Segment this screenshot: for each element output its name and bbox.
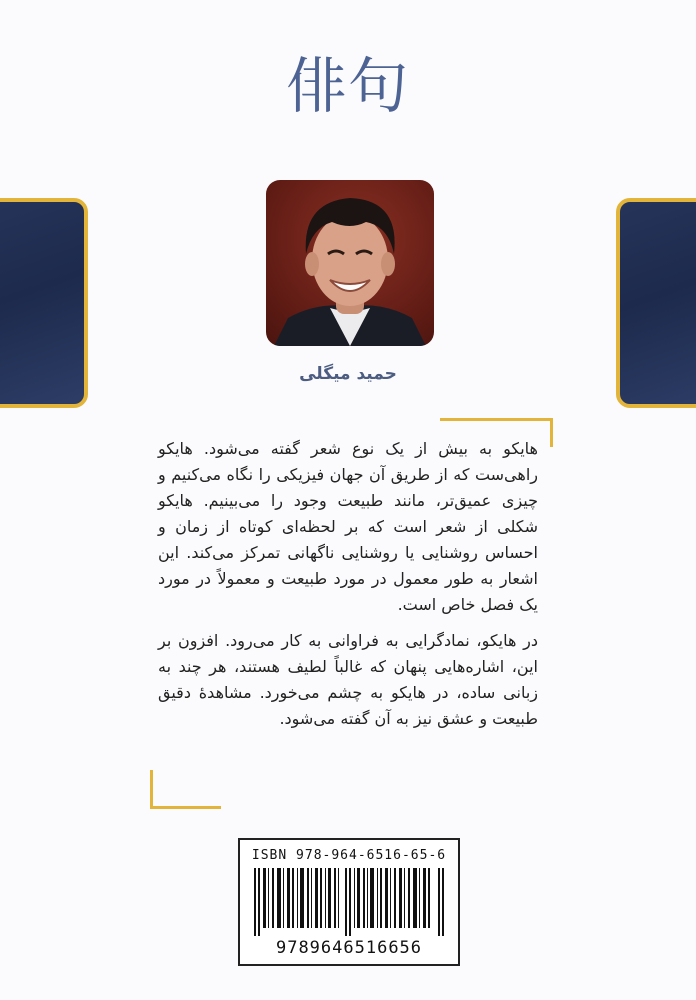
author-photo	[266, 180, 434, 346]
description-text	[158, 436, 538, 742]
barcode-digits: 9789646516656	[275, 938, 423, 958]
description-paragraph: در هایکو، نمادگرایی به فراوانی به کار می‌رود. افزون بر این، اشاره‌هایی پنهان که غالباً لطیف هستند، هر چند به زبانی ساده، در هایکو به چشم می‌خورد. مشاهدهٔ دقیق طبیعت و عشق نیز به آن گفته می‌شود.	[158, 631, 538, 728]
isbn-label: ISBN 978-964-6516-65-6	[251, 848, 447, 863]
barcode-bars	[252, 868, 448, 936]
author-name: حمید میگلی	[299, 364, 397, 384]
book-title: 俳句	[286, 52, 410, 122]
gold-corner-bottom	[150, 770, 221, 809]
description-paragraph: هایکو به بیش از یک نوع شعر گفته می‌شود. هایکو راهی‌ست که از طریق آن جهان فیزیکی را نگاه می‌کنیم و چیزی عمیق‌تر، مانند طبیعت وجود را می‌بینیم. هایکو شکلی از شعر است که بر لحظه‌ای کوتاه از زمان و احساس روشنایی یا روشنایی ناگهانی تمرکز می‌کند. این اشعار به طور معمول در مورد طبیعت و معمولاً در مورد یک فصل خاص است.	[158, 439, 538, 614]
isbn-barcode	[238, 838, 460, 966]
